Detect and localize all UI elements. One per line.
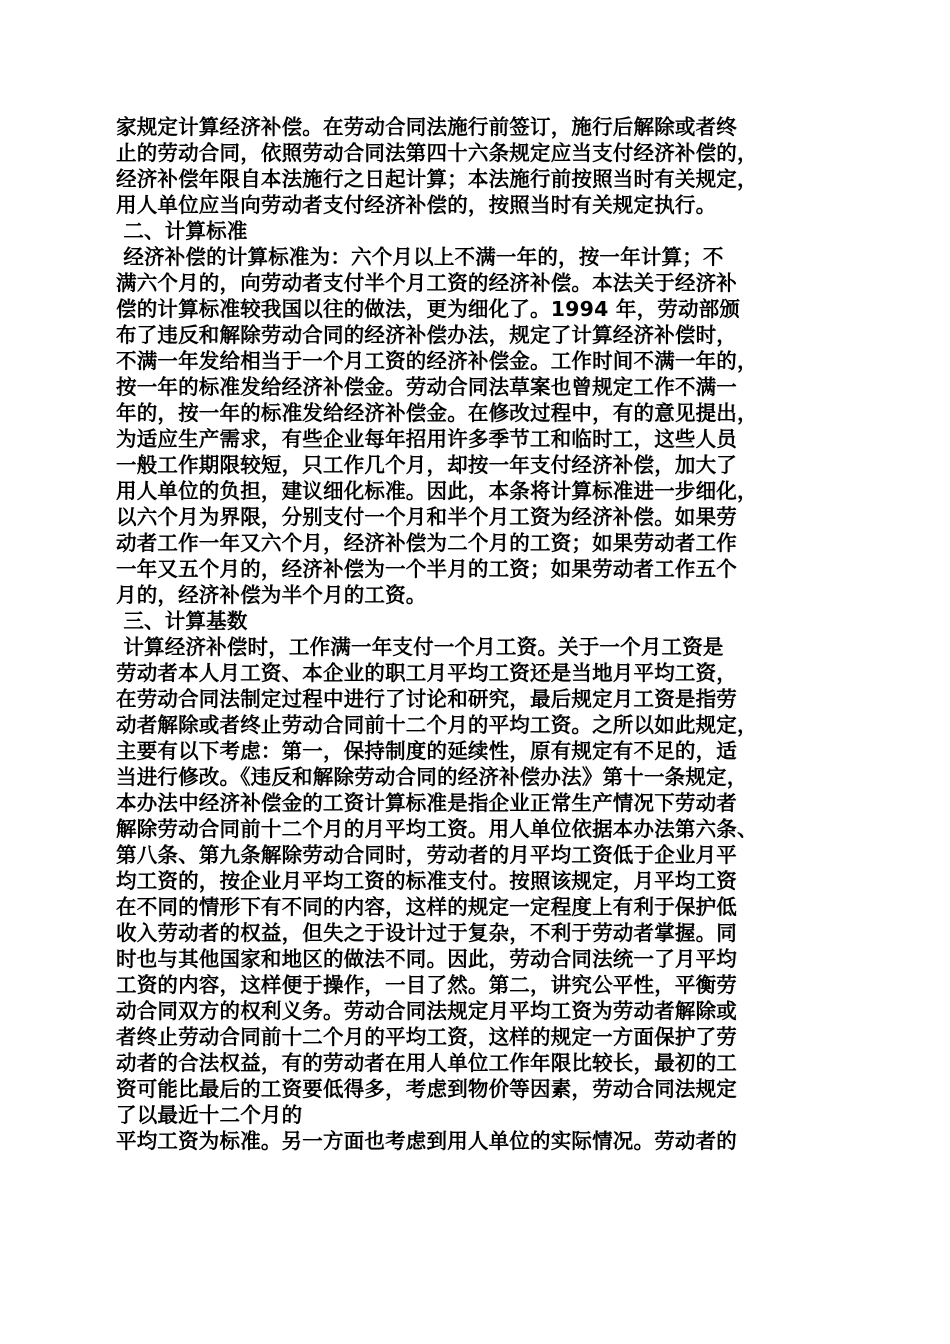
text-line: 劳动者本人月工资、本企业的职工月平均工资还是当地月平均工资， bbox=[116, 661, 737, 685]
text-line: 了以最近十二个月的 bbox=[116, 1103, 303, 1127]
text-line: 工资的内容，这样便于操作，一目了然。第二，讲究公平性，平衡劳 bbox=[116, 973, 737, 997]
text-line: 用人单位应当向劳动者支付经济补偿的，按照当时有关规定执行。 bbox=[116, 193, 717, 217]
text-line: 偿的计算标准较我国以往的做法，更为细化了。1994 年，劳动部颁 bbox=[116, 297, 741, 321]
text-line: 解除劳动合同前十二个月的月平均工资。用人单位依据本办法第六条、 bbox=[116, 817, 758, 841]
text-line: 一年又五个月的，经济补偿为一个半月的工资；如果劳动者工作五个 bbox=[116, 557, 737, 581]
text-line: 第八条、第九条解除劳动合同时，劳动者的月平均工资低于企业月平 bbox=[116, 843, 737, 867]
text-line: 在劳动合同法制定过程中进行了讨论和研究，最后规定月工资是指劳 bbox=[116, 687, 737, 711]
text-line: 动合同双方的权利义务。劳动合同法规定月平均工资为劳动者解除或 bbox=[116, 999, 737, 1023]
body-text bbox=[116, 114, 850, 1154]
text-line: 按一年的标准发给经济补偿金。劳动合同法草案也曾规定工作不满一 bbox=[116, 375, 737, 399]
text-line: 满六个月的，向劳动者支付半个月工资的经济补偿。本法关于经济补 bbox=[116, 271, 737, 295]
text-line: 者终止劳动合同前十二个月的平均工资，这样的规定一方面保护了劳 bbox=[116, 1025, 737, 1049]
text-line: 当进行修改。《违反和解除劳动合同的经济补偿办法》第十一条规定， bbox=[116, 765, 748, 789]
text-line: 动者工作一年又六个月，经济补偿为二个月的工资；如果劳动者工作 bbox=[116, 531, 737, 555]
section-heading: 二、计算标准 bbox=[116, 219, 248, 243]
text-line: 年的，按一年的标准发给经济补偿金。在修改过程中，有的意见提出， bbox=[116, 401, 758, 425]
text-line: 动者的合法权益，有的劳动者在用人单位工作年限比较长，最初的工 bbox=[116, 1051, 737, 1075]
text-line: 动者解除或者终止劳动合同前十二个月的平均工资。之所以如此规定， bbox=[116, 713, 758, 737]
text-line: 家规定计算经济补偿。在劳动合同法施行前签订，施行后解除或者终 bbox=[116, 115, 737, 139]
text-line: 计算经济补偿时，工作满一年支付一个月工资。关于一个月工资是 bbox=[116, 635, 724, 659]
text-line: 布了违反和解除劳动合同的经济补偿办法，规定了计算经济补偿时， bbox=[116, 323, 737, 347]
section-heading: 三、计算基数 bbox=[116, 609, 248, 633]
text-line: 以六个月为界限，分别支付一个月和半个月工资为经济补偿。如果劳 bbox=[116, 505, 737, 529]
text-line: 在不同的情形下有不同的内容，这样的规定一定程度上有利于保护低 bbox=[116, 895, 737, 919]
text-line: 不满一年发给相当于一个月工资的经济补偿金。工作时间不满一年的， bbox=[116, 349, 758, 373]
text-line: 时也与其他国家和地区的做法不同。因此，劳动合同法统一了月平均 bbox=[116, 947, 737, 971]
text-line: 经济补偿年限自本法施行之日起计算；本法施行前按照当时有关规定， bbox=[116, 167, 758, 191]
text-line: 止的劳动合同，依照劳动合同法第四十六条规定应当支付经济补偿的， bbox=[116, 141, 758, 165]
text-line: 平均工资为标准。另一方面也考虑到用人单位的实际情况。劳动者的 bbox=[116, 1129, 737, 1153]
text-line: 经济补偿的计算标准为：六个月以上不满一年的，按一年计算；不 bbox=[116, 245, 724, 269]
text-line: 均工资的，按企业月平均工资的标准支付。按照该规定，月平均工资 bbox=[116, 869, 737, 893]
text-line: 主要有以下考虑：第一，保持制度的延续性，原有规定有不足的，适 bbox=[116, 739, 737, 763]
text-line: 用人单位的负担，建议细化标准。因此，本条将计算标准进一步细化， bbox=[116, 479, 758, 503]
text-line: 月的，经济补偿为半个月的工资。 bbox=[116, 583, 427, 607]
text-line: 一般工作期限较短，只工作几个月，却按一年支付经济补偿，加大了 bbox=[116, 453, 737, 477]
text-line: 资可能比最后的工资要低得多，考虑到物价等因素，劳动合同法规定 bbox=[116, 1077, 737, 1101]
text-line: 本办法中经济补偿金的工资计算标准是指企业正常生产情况下劳动者 bbox=[116, 791, 737, 815]
text-line: 为适应生产需求，有些企业每年招用许多季节工和临时工，这些人员 bbox=[116, 427, 737, 451]
text-line: 收入劳动者的权益，但失之于设计过于复杂，不利于劳动者掌握。同 bbox=[116, 921, 737, 945]
